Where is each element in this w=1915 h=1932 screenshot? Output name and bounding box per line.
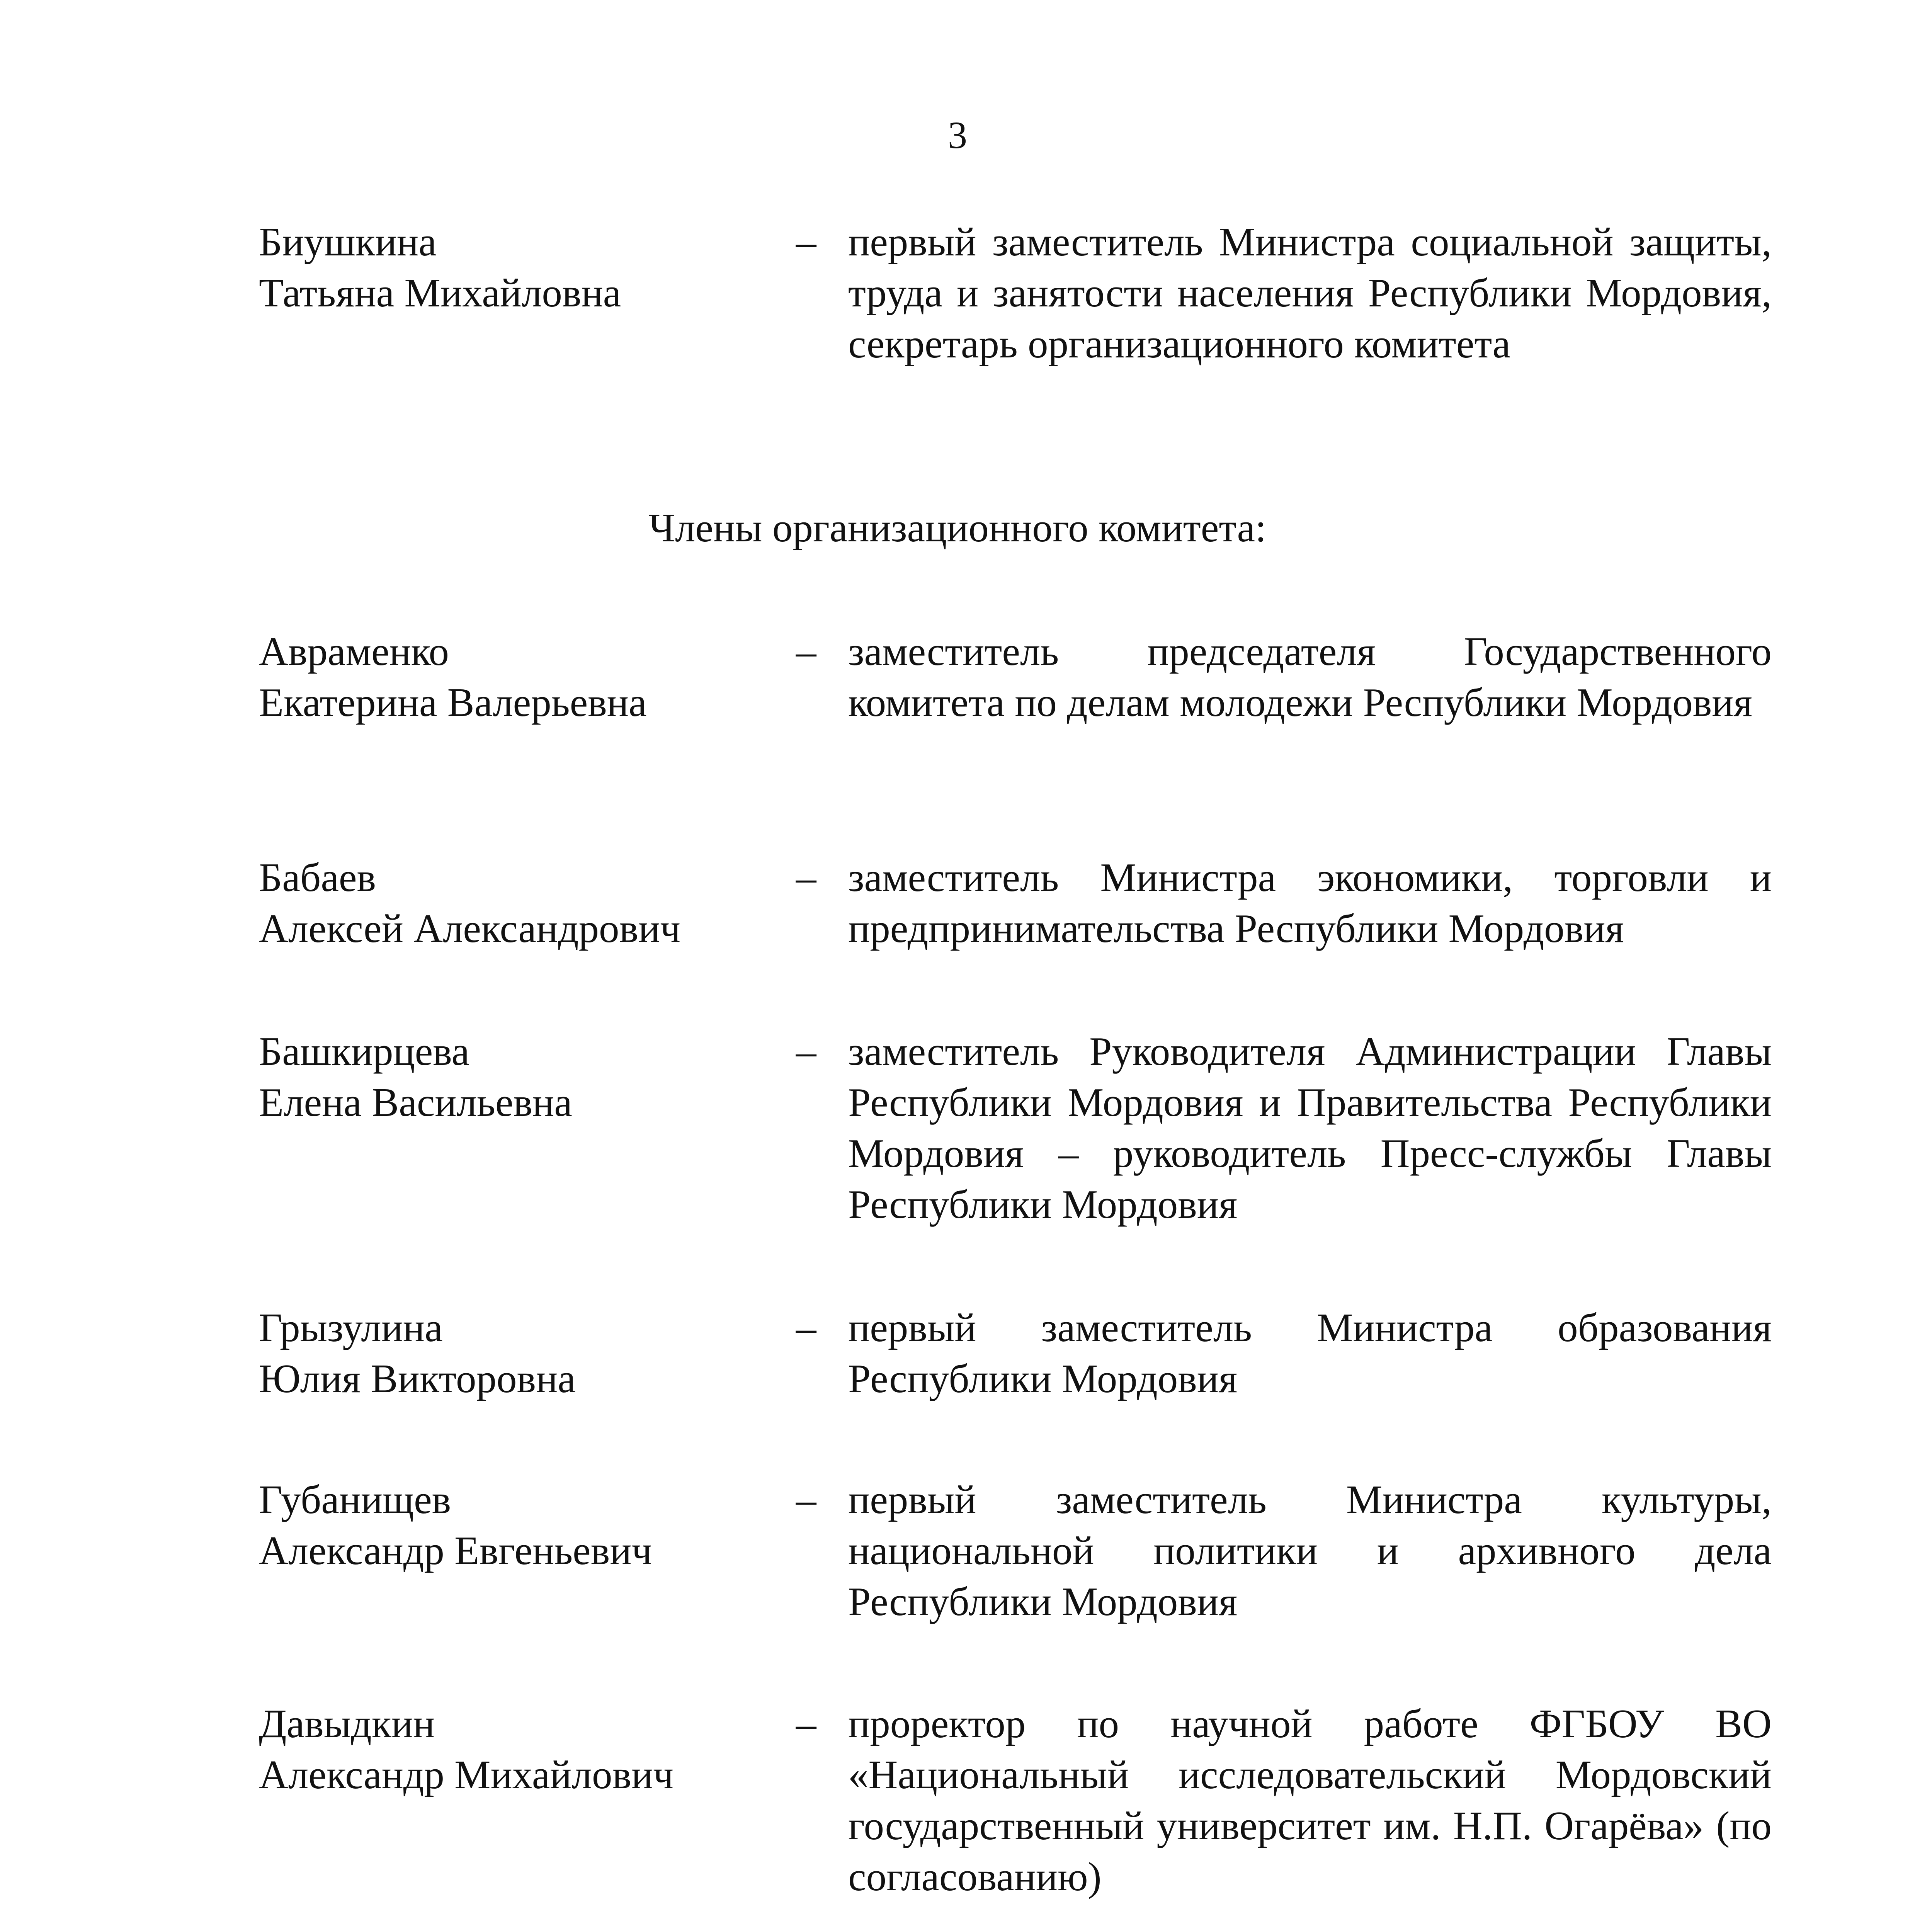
person-name [259,626,781,728]
person-name [259,216,781,318]
given-names: Екатерина Валерьевна [259,680,647,725]
page-number: 3 [948,114,967,156]
members-heading: Члены организационного комитета: [648,505,1267,550]
position-description: первый заместитель Министра образования Республики Мордовия [848,1305,1772,1401]
dash: – [796,855,816,900]
surname: Авраменко [259,629,449,674]
dash: – [796,219,816,264]
position-description: заместитель председателя Государственного комитета по делам молодежи Республики Мордовия [848,629,1772,725]
position-description: заместитель Министра экономики, торговли и предпринимательства Республики Мордовия [848,855,1772,951]
dash: – [796,1029,816,1074]
dash: – [796,1701,816,1746]
dash: – [796,629,816,674]
given-names: Елена Васильевна [259,1080,572,1125]
position-description: проректор по научной работе ФГБОУ ВО «Национальный исследовательский Мордовский государственный университет им. Н.П. Огарёва» (по согласованию) [848,1701,1772,1899]
given-names: Александр Михайлович [259,1752,674,1797]
given-names: Юлия Викторовна [259,1356,576,1401]
surname: Бабаев [259,855,376,900]
dash: – [796,1477,816,1522]
given-names: Александр Евгеньевич [259,1528,652,1573]
person-name [259,1026,781,1128]
given-names: Татьяна Михайловна [259,270,621,315]
person-name [259,1474,781,1576]
surname: Биушкина [259,219,437,264]
dash: – [796,1305,816,1350]
person-name [259,1302,781,1404]
person-name [259,852,781,954]
surname: Башкирцева [259,1029,470,1074]
position-description: заместитель Руководителя Администрации Главы Республики Мордовия и Правительства Республики Мордовия – руководитель Пресс-службы Главы Республики Мордовия [848,1029,1772,1227]
given-names: Алексей Александрович [259,906,681,951]
position-description: первый заместитель Министра социальной защиты, труда и занятости населения Республики Мордовия, секретарь организационного комитета [848,219,1772,366]
surname: Губанищев [259,1477,451,1522]
position-description: первый заместитель Министра культуры, национальной политики и архивного дела Республики Мордовия [848,1477,1772,1624]
person-name [259,1698,781,1800]
surname: Грызулина [259,1305,443,1350]
surname: Давыдкин [259,1701,435,1746]
